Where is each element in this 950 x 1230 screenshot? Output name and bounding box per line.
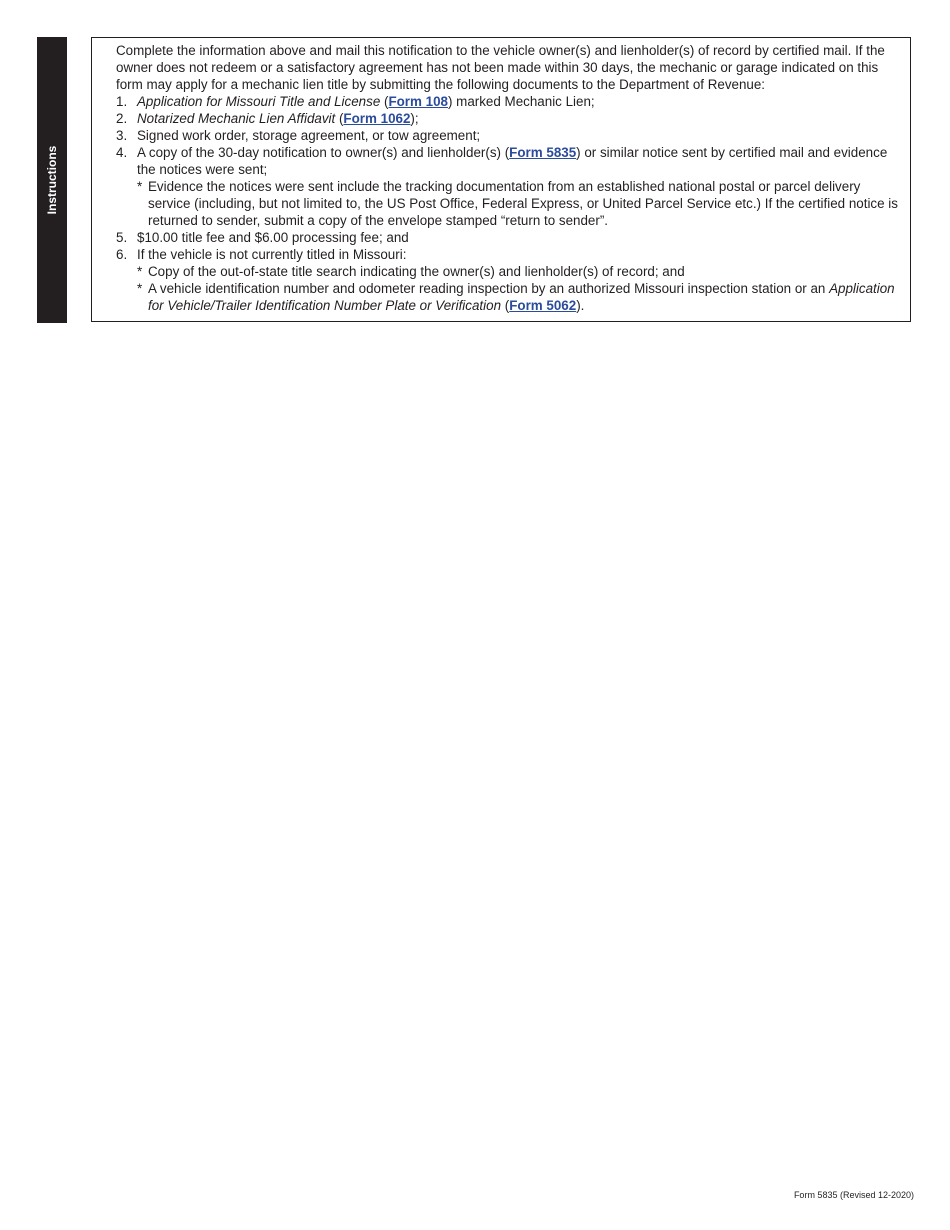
side-tab-label: Instructions [45,145,59,215]
item-number: 2. [116,111,128,126]
sub-note-evidence [137,178,900,229]
item-text: If the vehicle is not currently titled in Missouri: [137,247,407,262]
instructions-intro: Complete the information above and mail this notification to the vehicle owner(s) and lienholder(s) of record by certified mail. If the owner does not redeem or a satisfactory agreement has not been made within 30 days, the mechanic or garage indicated on this form may apply for a mechanic lien title by submitting the following documents to the Department of Revenue: [116,43,885,92]
item-text: Signed work order, storage agreement, or tow agreement; [137,128,481,143]
instructions-side-tab [37,37,67,323]
item-number: 1. [116,94,128,109]
form-title: Application for Vehicle/Trailer Identification Number Plate or Verification [148,281,895,313]
bullet-star: * [137,281,143,296]
list-item-2: 2. Notarized Mechanic Lien Affidavit (Form 1062); [116,111,419,126]
required-documents-list [116,93,900,314]
item-number: 5. [116,230,128,245]
bullet-star: * [137,264,143,279]
item-number: 6. [116,247,128,262]
sub-note-text: Evidence the notices were sent include the tracking documentation from an established national postal or parcel delivery service (including, but not limited to, the US Post Office, Federal Express, or United Parcel Service etc.) If the certified notice is returned to sender, submit a copy of the envelope stamped “return to sender”. [148,179,898,228]
bullet-star: * [137,179,143,194]
form-5062-link[interactable]: Form 5062 [509,298,577,313]
form-5835-link[interactable]: Form 5835 [509,145,577,160]
form-1062-link[interactable]: Form 1062 [343,111,411,126]
list-item-5 [116,229,900,246]
form-108-link[interactable]: Form 108 [388,94,448,109]
form-title: Notarized Mechanic Lien Affidavit [137,111,336,126]
form-revision-footer: Form 5835 (Revised 12-2020) [793,1190,914,1200]
sub-note-text: Copy of the out-of-state title search indicating the owner(s) and lienholder(s) of record; and [148,264,685,279]
list-item-1: 1. Application for Missouri Title and License (Form 108) marked Mechanic Lien; [116,94,595,109]
sub-note-vin-inspection: * A vehicle identification number and odometer reading inspection by an authorized Missouri inspection station or an Application for Vehicle/Trailer Identification Number Plate or Verification (Form 5062). [137,281,895,313]
item-text: $10.00 title fee and $6.00 processing fee; and [137,230,409,245]
list-item-4: 4. A copy of the 30-day notification to owner(s) and lienholder(s) (Form 5835) or similar notice sent by certified mail and evidence the notices were sent; * Evidence the notices were sent include the tracking documentation from an established national postal or parcel delivery service (including, but not limited to, the US Post Office, Federal Express, or United Parcel Service etc.) If the certified notice is returned to sender, submit a copy of the envelope stamped “return to sender”. [116,144,900,229]
sub-note-text: A vehicle identification number and odometer reading inspection by an authorized Missouri inspection station or an [148,281,830,296]
item-number: 4. [116,145,128,160]
list-item-6 [116,246,900,314]
instructions-box [91,37,911,322]
item-number: 3. [116,128,128,143]
item-text: A copy of the 30-day notification to owner(s) and lienholder(s) ( [137,145,510,160]
sub-note-title-search [137,263,900,280]
list-item-3 [116,127,900,144]
form-title: Application for Missouri Title and License [137,94,381,109]
